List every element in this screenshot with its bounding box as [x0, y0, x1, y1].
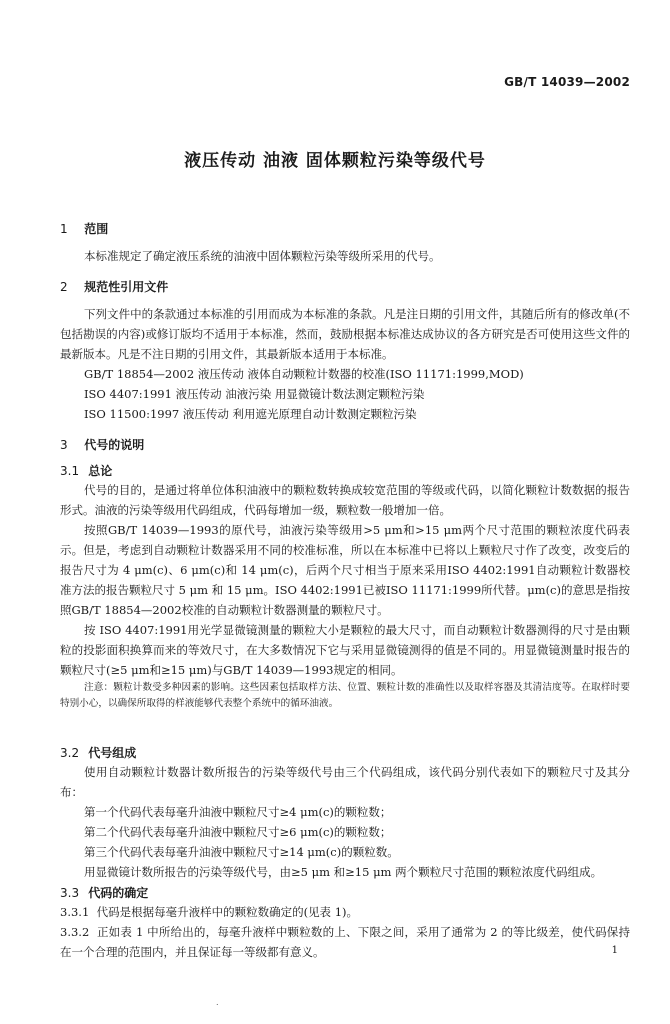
section-1-number: 1	[60, 222, 68, 236]
section-3-number: 3	[60, 438, 68, 452]
subsection-3-2-body	[60, 762, 630, 882]
clause-text: 正如表 1 中所给出的，每毫升液样中颗粒数的上、下限之间，采用了通常为 2 的等比级差，使代码保持在一个合理的范围内，并且保证每一等级都有意义。	[60, 925, 630, 959]
standard-code: GB/T 14039—2002	[504, 75, 630, 89]
list-item: 第二个代码代表每毫升油液中颗粒尺寸≥6 μm(c)的颗粒数；	[84, 825, 392, 839]
section-1-body	[60, 246, 630, 266]
section-3-heading	[60, 436, 144, 453]
subsection-3-1-heading	[60, 462, 112, 479]
subsection-3-3-heading	[60, 884, 148, 901]
subsection-3-1-body	[60, 480, 630, 712]
reference-item: ISO 4407:1991 液压传动 油液污染 用显微镜计数法测定颗粒污染	[84, 387, 425, 401]
subsection-3-2-number: 3.2	[60, 746, 80, 760]
paragraph: 代号的目的，是通过将单位体积油液中的颗粒数转换成较宽范围的等级或代码，以简化颗粒计数数据的报告形式。油液的污染等级用代码组成，代码每增加一级，颗粒数一般增加一倍。	[60, 483, 630, 517]
subsection-3-3-number: 3.3	[60, 886, 80, 900]
section-3-title: 代号的说明	[84, 438, 145, 452]
section-2-number: 2	[60, 280, 68, 294]
subsection-3-2-heading	[60, 744, 136, 761]
reference-item: ISO 11500:1997 液压传动 利用遮光原理自动计数测定颗粒污染	[84, 407, 417, 421]
paragraph: 使用自动颗粒计数器计数所报告的污染等级代号由三个代码组成，该代码分别代表如下的颗粒尺寸及其分布：	[60, 765, 630, 799]
paragraph: 按照GB/T 14039—1993的原代号，油液污染等级用>5 μm和>15 μm两个尺寸范围的颗粒浓度代码表示。但是，考虑到自动颗粒计数器采用不同的校准标准，所以在本标准中已将以上颗粒尺寸作了改变，改变后的报告尺寸为 4 μm(c)、6 μm(c)和 14 μm(c)，后两个尺寸相当于原来采用ISO 4402:1991自动颗粒计数器校准方法的报告颗粒尺寸 5 μm 和 15 μm。ISO 4402:1991已被ISO 11171:1999所代替。μm(c)的意思是指按照GB/T 18854—2002校准的自动颗粒计数器测量的颗粒尺寸。	[60, 523, 630, 617]
subsection-3-2-title: 代号组成	[88, 746, 137, 760]
paragraph: 按 ISO 4407:1991用光学显微镜测量的颗粒大小是颗粒的最大尺寸，而自动颗粒计数器测得的尺寸是由颗粒的投影面积换算而来的等效尺寸，在大多数情况下它与采用显微镜测得的值是不同的。用显微镜测量时报告的颗粒尺寸(≥5 μm和≥15 μm)与GB/T 14039—1993规定的相同。	[60, 623, 630, 677]
subsection-3-3-body	[60, 902, 630, 962]
subsection-3-3-title: 代码的确定	[88, 886, 149, 900]
clause-3-3-2	[60, 922, 630, 962]
page-number: 1	[611, 945, 618, 956]
note: 注意：颗粒计数受多种因素的影响。这些因素包括取样方法、位置、颗粒计数的准确性以及取样容器及其清洁度等。在取样时要特别小心，以确保所取得的样液能够代表整个系统中的循环油液。	[60, 682, 630, 709]
paragraph: 用显微镜计数所报告的污染等级代号，由≥5 μm 和≥15 μm 两个颗粒尺寸范围的颗粒浓度代码组成。	[84, 865, 603, 879]
clause-number: 3.3.1	[60, 905, 90, 919]
section-1-title: 范围	[84, 222, 109, 236]
section-2-text: 下列文件中的条款通过本标准的引用而成为本标准的条款。凡是注日期的引用文件，其随后所有的修改单(不包括勘误的内容)或修订版均不适用于本标准，然而，鼓励根据本标准达成协议的各方研究是否可使用这些文件的最新版本。凡是不注日期的引用文件，其最新版本适用于本标准。	[60, 307, 630, 361]
clause-number: 3.3.2	[60, 925, 90, 939]
section-1-heading	[60, 220, 108, 237]
clause-text: 代码是根据每毫升液样中的颗粒数确定的(见表 1)。	[96, 905, 359, 919]
section-2-title: 规范性引用文件	[84, 280, 169, 294]
list-item: 第三个代码代表每毫升油液中颗粒尺寸≥14 μm(c)的颗粒数。	[84, 845, 399, 859]
clause-3-3-1	[60, 902, 630, 922]
reference-item: GB/T 18854—2002 液压传动 液体自动颗粒计数器的校准(ISO 11171:1999,MOD)	[84, 367, 524, 381]
footer-mark: .	[216, 998, 219, 1007]
section-2-body	[60, 304, 630, 424]
document-title: 液压传动 油液 固体颗粒污染等级代号	[184, 151, 486, 171]
section-1-text: 本标准规定了确定液压系统的油液中固体颗粒污染等级所采用的代号。	[84, 249, 441, 263]
section-2-heading	[60, 278, 168, 295]
subsection-3-1-number: 3.1	[60, 464, 80, 478]
list-item: 第一个代码代表每毫升油液中颗粒尺寸≥4 μm(c)的颗粒数；	[84, 805, 392, 819]
subsection-3-1-title: 总论	[88, 464, 113, 478]
